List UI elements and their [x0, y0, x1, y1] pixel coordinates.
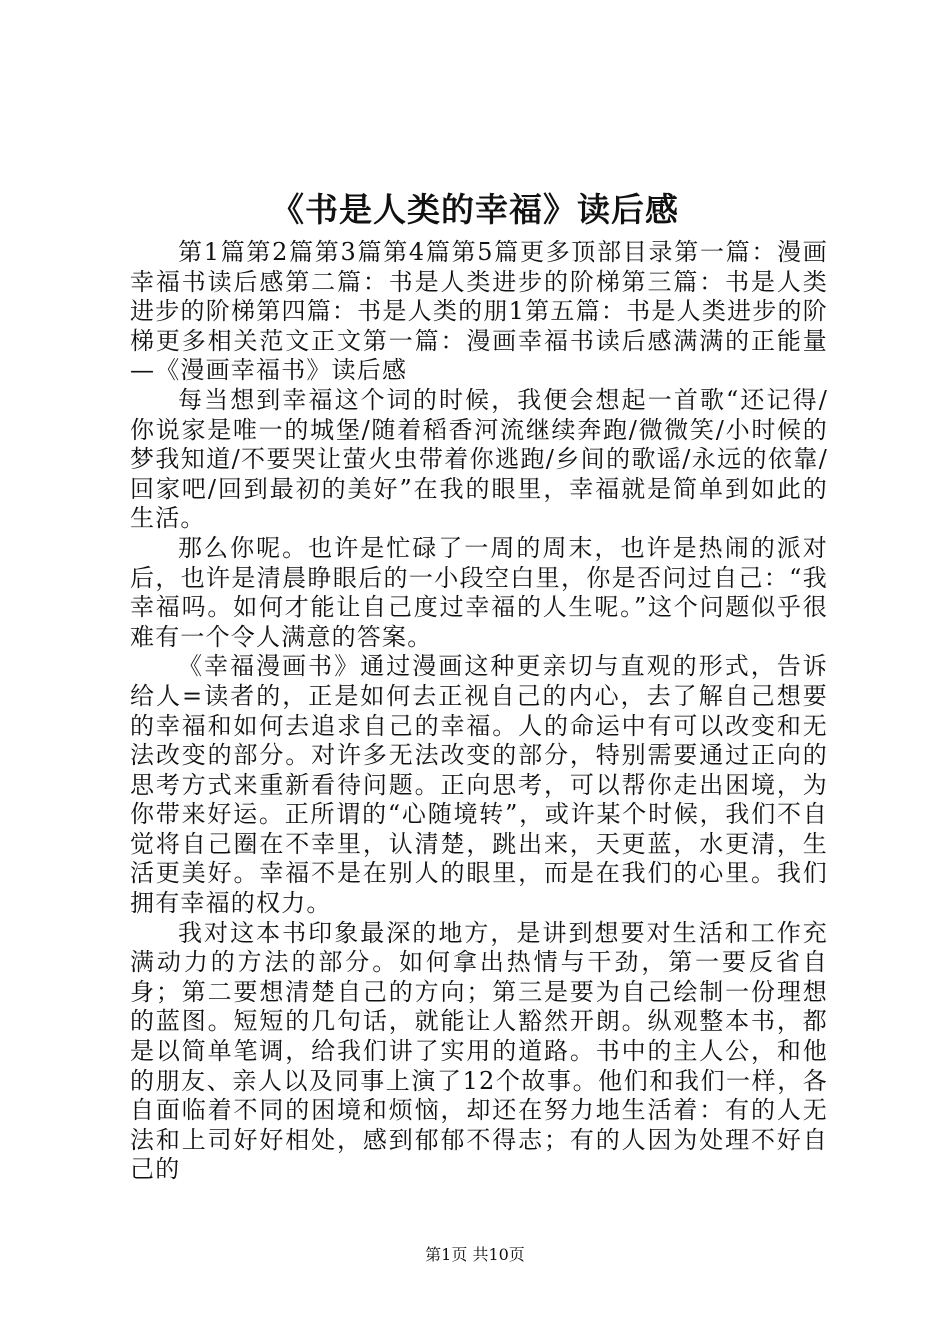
page-number-footer: 第1页 共10页	[425, 1245, 525, 1264]
paragraph: 第1篇第2篇第3篇第4篇第5篇更多顶部目录第一篇：漫画幸福书读后感第二篇：书是人类进步的阶梯第三篇：书是人类进步的阶梯第四篇：书是人类的朋1第五篇：书是人类进步的阶梯更多相关范文正文第一篇：漫画幸福书读后感满满的正能量—《漫画幸福书》读后感	[130, 238, 828, 385]
document-title: 《书是人类的幸福》读后感	[271, 190, 679, 229]
paragraph: 《幸福漫画书》通过漫画这种更亲切与直观的形式，告诉给人=读者的，正是如何去正视自己的内心，去了解自己想要的幸福和如何去追求自己的幸福。人的命运中有可以改变和无法改变的部分。对许多无法改变的部分，特别需要通过正向的思考方式来重新看待问题。正向思考，可以帮你走出困境，为你带来好运。正所谓的“心随境转”，或许某个时候，我们不自觉将自己圈在不幸里，认清楚，跳出来，天更蓝，水更清，生活更美好。幸福不是在别人的眼里，而是在我们的心里。我们拥有幸福的权力。	[130, 652, 828, 918]
paragraph: 那么你呢。也许是忙碌了一周的周末，也许是热闹的派对后，也许是清晨睁眼后的一小段空白里，你是否问过自己：“我幸福吗。如何才能让自己度过幸福的人生呢。”这个问题似乎很难有一个令人满意的答案。	[130, 533, 828, 651]
paragraph: 我对这本书印象最深的地方，是讲到想要对生活和工作充满动力的方法的部分。如何拿出热情与干劲，第一要反省自身；第二要想清楚自己的方向；第三是要为自己绘制一份理想的蓝图。短短的几句话，就能让人豁然开朗。纵观整本书，都是以简单笔调，给我们讲了实用的道路。书中的主人公，和他的朋友、亲人以及同事上演了12个故事。他们和我们一样，各自面临着不同的困境和烦恼，却还在努力地生活着：有的人无法和上司好好相处，感到郁郁不得志；有的人因为处理不好自己的	[130, 918, 828, 1184]
paragraph: 每当想到幸福这个词的时候，我便会想起一首歌“还记得/你说家是唯一的城堡/随着稻香河流继续奔跑/微微笑/小时候的梦我知道/不要哭让萤火虫带着你逃跑/乡间的歌谣/永远的依靠/回家吧/回到最初的美好”在我的眼里，幸福就是简单到如此的生活。	[130, 385, 828, 533]
document-body	[130, 238, 828, 1185]
